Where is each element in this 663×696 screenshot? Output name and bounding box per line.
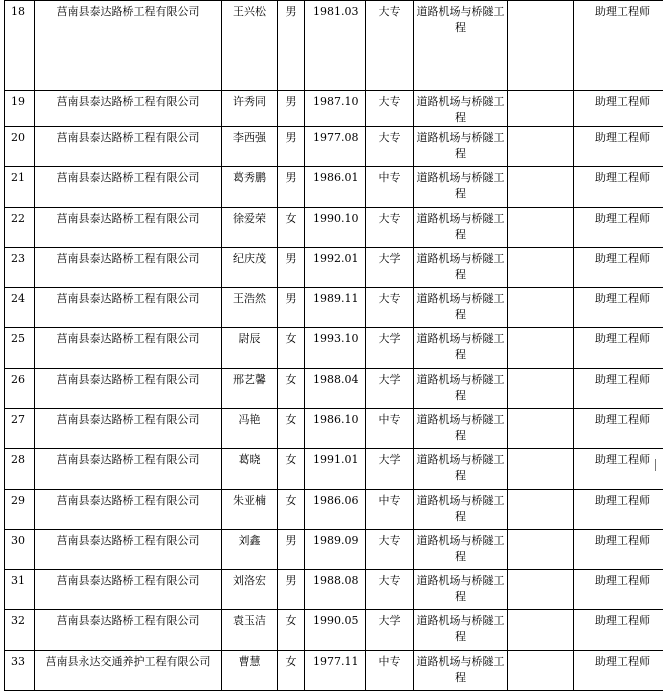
gender-cell: 男 bbox=[278, 167, 305, 208]
table-row bbox=[5, 490, 663, 530]
company-name-cell: 莒南县泰达路桥工程有限公司 bbox=[35, 1, 222, 91]
company-name-cell: 莒南县泰达路桥工程有限公司 bbox=[35, 490, 222, 530]
row-number-cell: 30 bbox=[5, 530, 35, 570]
major-cell: 道路机场与桥隧工程 bbox=[414, 449, 508, 490]
table-row bbox=[5, 409, 663, 449]
remark-cell bbox=[508, 409, 574, 449]
person-name-cell: 袁玉洁 bbox=[222, 610, 278, 651]
person-name-cell: 刘洛宏 bbox=[222, 570, 278, 610]
person-name-cell: 朱亚楠 bbox=[222, 490, 278, 530]
company-name-cell: 莒南县泰达路桥工程有限公司 bbox=[35, 248, 222, 288]
birth-date-cell: 1993.10 bbox=[305, 328, 366, 369]
row-number-cell: 25 bbox=[5, 328, 35, 369]
company-name-cell: 莒南县泰达路桥工程有限公司 bbox=[35, 409, 222, 449]
company-name-cell: 莒南县泰达路桥工程有限公司 bbox=[35, 288, 222, 328]
professional-title-cell: 助理工程师 bbox=[574, 610, 663, 651]
birth-date-cell: 1986.10 bbox=[305, 409, 366, 449]
table-row bbox=[5, 328, 663, 369]
row-number-cell: 19 bbox=[5, 91, 35, 127]
professional-title-cell: 助理工程师 bbox=[574, 91, 663, 127]
major-cell: 道路机场与桥隧工程 bbox=[414, 530, 508, 570]
gender-cell: 女 bbox=[278, 409, 305, 449]
company-name-cell: 莒南县泰达路桥工程有限公司 bbox=[35, 91, 222, 127]
birth-date-cell: 1977.11 bbox=[305, 651, 366, 691]
professional-title-cell: 助理工程师 bbox=[574, 167, 663, 208]
edge-mark bbox=[655, 459, 662, 471]
personnel-table bbox=[4, 0, 663, 691]
row-number-cell: 18 bbox=[5, 1, 35, 91]
remark-cell bbox=[508, 449, 574, 490]
birth-date-cell: 1990.05 bbox=[305, 610, 366, 651]
major-cell: 道路机场与桥隧工程 bbox=[414, 409, 508, 449]
table-row bbox=[5, 91, 663, 127]
gender-cell: 男 bbox=[278, 570, 305, 610]
major-cell: 道路机场与桥隧工程 bbox=[414, 570, 508, 610]
gender-cell: 男 bbox=[278, 288, 305, 328]
gender-cell: 男 bbox=[278, 248, 305, 288]
company-name-cell: 莒南县泰达路桥工程有限公司 bbox=[35, 530, 222, 570]
major-cell: 道路机场与桥隧工程 bbox=[414, 127, 508, 167]
table-row bbox=[5, 208, 663, 248]
remark-cell bbox=[508, 651, 574, 691]
birth-date-cell: 1991.01 bbox=[305, 449, 366, 490]
company-name-cell: 莒南县泰达路桥工程有限公司 bbox=[35, 570, 222, 610]
remark-cell bbox=[508, 570, 574, 610]
remark-cell bbox=[508, 530, 574, 570]
birth-date-cell: 1990.10 bbox=[305, 208, 366, 248]
row-number-cell: 27 bbox=[5, 409, 35, 449]
education-level-cell: 大专 bbox=[366, 1, 414, 91]
row-number-cell: 28 bbox=[5, 449, 35, 490]
table-row bbox=[5, 1, 663, 91]
table-row bbox=[5, 288, 663, 328]
row-number-cell: 31 bbox=[5, 570, 35, 610]
birth-date-cell: 1981.03 bbox=[305, 1, 366, 91]
professional-title-cell: 助理工程师 bbox=[574, 288, 663, 328]
birth-date-cell: 1992.01 bbox=[305, 248, 366, 288]
row-number-cell: 20 bbox=[5, 127, 35, 167]
gender-cell: 男 bbox=[278, 1, 305, 91]
education-level-cell: 大学 bbox=[366, 610, 414, 651]
remark-cell bbox=[508, 167, 574, 208]
person-name-cell: 纪庆茂 bbox=[222, 248, 278, 288]
person-name-cell: 李西强 bbox=[222, 127, 278, 167]
gender-cell: 女 bbox=[278, 490, 305, 530]
table-body bbox=[5, 1, 663, 691]
education-level-cell: 大专 bbox=[366, 91, 414, 127]
professional-title-cell: 助理工程师 bbox=[574, 208, 663, 248]
birth-date-cell: 1977.08 bbox=[305, 127, 366, 167]
company-name-cell: 莒南县泰达路桥工程有限公司 bbox=[35, 449, 222, 490]
table-row bbox=[5, 610, 663, 651]
birth-date-cell: 1989.11 bbox=[305, 288, 366, 328]
professional-title-cell: 助理工程师 bbox=[574, 127, 663, 167]
professional-title-cell: 助理工程师 bbox=[574, 328, 663, 369]
professional-title-cell: 助理工程师 bbox=[574, 490, 663, 530]
gender-cell: 男 bbox=[278, 91, 305, 127]
major-cell: 道路机场与桥隧工程 bbox=[414, 490, 508, 530]
major-cell: 道路机场与桥隧工程 bbox=[414, 208, 508, 248]
education-level-cell: 中专 bbox=[366, 409, 414, 449]
birth-date-cell: 1986.06 bbox=[305, 490, 366, 530]
company-name-cell: 莒南县泰达路桥工程有限公司 bbox=[35, 328, 222, 369]
person-name-cell: 徐爱荣 bbox=[222, 208, 278, 248]
major-cell: 道路机场与桥隧工程 bbox=[414, 91, 508, 127]
remark-cell bbox=[508, 288, 574, 328]
gender-cell: 男 bbox=[278, 127, 305, 167]
table-row bbox=[5, 651, 663, 691]
professional-title-cell: 助理工程师 bbox=[574, 409, 663, 449]
remark-cell bbox=[508, 490, 574, 530]
remark-cell bbox=[508, 248, 574, 288]
professional-title-cell: 助理工程师 bbox=[574, 530, 663, 570]
row-number-cell: 32 bbox=[5, 610, 35, 651]
education-level-cell: 大学 bbox=[366, 328, 414, 369]
education-level-cell: 大专 bbox=[366, 530, 414, 570]
person-name-cell: 刘鑫 bbox=[222, 530, 278, 570]
birth-date-cell: 1987.10 bbox=[305, 91, 366, 127]
major-cell: 道路机场与桥隧工程 bbox=[414, 248, 508, 288]
table-row bbox=[5, 530, 663, 570]
birth-date-cell: 1988.08 bbox=[305, 570, 366, 610]
company-name-cell: 莒南县泰达路桥工程有限公司 bbox=[35, 610, 222, 651]
row-number-cell: 24 bbox=[5, 288, 35, 328]
professional-title-cell: 助理工程师 bbox=[574, 570, 663, 610]
education-level-cell: 大专 bbox=[366, 570, 414, 610]
remark-cell bbox=[508, 610, 574, 651]
gender-cell: 男 bbox=[278, 530, 305, 570]
gender-cell: 女 bbox=[278, 651, 305, 691]
education-level-cell: 中专 bbox=[366, 490, 414, 530]
professional-title-cell: 助理工程师 bbox=[574, 449, 663, 490]
education-level-cell: 中专 bbox=[366, 167, 414, 208]
major-cell: 道路机场与桥隧工程 bbox=[414, 328, 508, 369]
company-name-cell: 莒南县永达交通养护工程有限公司 bbox=[35, 651, 222, 691]
remark-cell bbox=[508, 328, 574, 369]
birth-date-cell: 1988.04 bbox=[305, 369, 366, 409]
person-name-cell: 葛晓 bbox=[222, 449, 278, 490]
major-cell: 道路机场与桥隧工程 bbox=[414, 369, 508, 409]
education-level-cell: 大专 bbox=[366, 288, 414, 328]
table-row bbox=[5, 127, 663, 167]
table-row bbox=[5, 369, 663, 409]
remark-cell bbox=[508, 369, 574, 409]
gender-cell: 女 bbox=[278, 369, 305, 409]
table-row bbox=[5, 449, 663, 490]
major-cell: 道路机场与桥隧工程 bbox=[414, 651, 508, 691]
table-row bbox=[5, 248, 663, 288]
education-level-cell: 大学 bbox=[366, 449, 414, 490]
birth-date-cell: 1989.09 bbox=[305, 530, 366, 570]
major-cell: 道路机场与桥隧工程 bbox=[414, 1, 508, 91]
person-name-cell: 葛秀鹏 bbox=[222, 167, 278, 208]
row-number-cell: 23 bbox=[5, 248, 35, 288]
company-name-cell: 莒南县泰达路桥工程有限公司 bbox=[35, 167, 222, 208]
person-name-cell: 王浩然 bbox=[222, 288, 278, 328]
row-number-cell: 21 bbox=[5, 167, 35, 208]
education-level-cell: 中专 bbox=[366, 651, 414, 691]
remark-cell bbox=[508, 1, 574, 91]
table-row bbox=[5, 570, 663, 610]
gender-cell: 女 bbox=[278, 328, 305, 369]
row-number-cell: 22 bbox=[5, 208, 35, 248]
person-name-cell: 许秀同 bbox=[222, 91, 278, 127]
education-level-cell: 大学 bbox=[366, 369, 414, 409]
professional-title-cell: 助理工程师 bbox=[574, 369, 663, 409]
row-number-cell: 26 bbox=[5, 369, 35, 409]
education-level-cell: 大学 bbox=[366, 248, 414, 288]
person-name-cell: 邢艺馨 bbox=[222, 369, 278, 409]
education-level-cell: 大专 bbox=[366, 208, 414, 248]
remark-cell bbox=[508, 127, 574, 167]
person-name-cell: 尉辰 bbox=[222, 328, 278, 369]
person-name-cell: 王兴松 bbox=[222, 1, 278, 91]
birth-date-cell: 1986.01 bbox=[305, 167, 366, 208]
remark-cell bbox=[508, 208, 574, 248]
professional-title-cell: 助理工程师 bbox=[574, 651, 663, 691]
gender-cell: 女 bbox=[278, 208, 305, 248]
gender-cell: 女 bbox=[278, 449, 305, 490]
professional-title-cell: 助理工程师 bbox=[574, 1, 663, 91]
gender-cell: 女 bbox=[278, 610, 305, 651]
professional-title-cell: 助理工程师 bbox=[574, 248, 663, 288]
person-name-cell: 曹慧 bbox=[222, 651, 278, 691]
table-row bbox=[5, 167, 663, 208]
major-cell: 道路机场与桥隧工程 bbox=[414, 288, 508, 328]
major-cell: 道路机场与桥隧工程 bbox=[414, 610, 508, 651]
company-name-cell: 莒南县泰达路桥工程有限公司 bbox=[35, 369, 222, 409]
row-number-cell: 29 bbox=[5, 490, 35, 530]
person-name-cell: 冯艳 bbox=[222, 409, 278, 449]
row-number-cell: 33 bbox=[5, 651, 35, 691]
education-level-cell: 大专 bbox=[366, 127, 414, 167]
company-name-cell: 莒南县泰达路桥工程有限公司 bbox=[35, 127, 222, 167]
remark-cell bbox=[508, 91, 574, 127]
company-name-cell: 莒南县泰达路桥工程有限公司 bbox=[35, 208, 222, 248]
major-cell: 道路机场与桥隧工程 bbox=[414, 167, 508, 208]
